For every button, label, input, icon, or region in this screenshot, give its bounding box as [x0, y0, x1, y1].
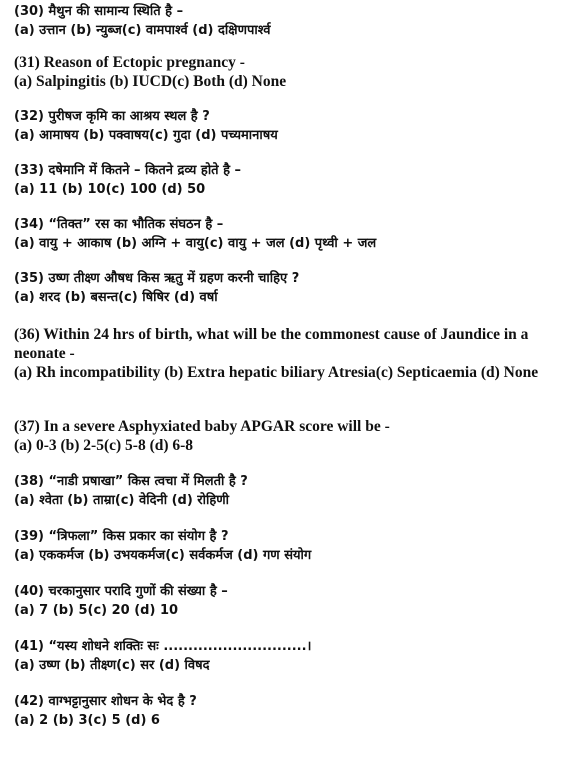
answer-options: (a) Rh incompatibility (b) Extra hepatic biliary Atresia(c) Septicaemia (d) None: [14, 364, 539, 381]
question-text: (38) “नाडी प्रषाखा” किस त्वचा में मिलती है ?: [14, 474, 248, 489]
question-37: [14, 417, 549, 472]
question-41: [14, 637, 549, 692]
question-31: [14, 53, 549, 107]
question-text: (41) “यस्य शोधने शक्तिः सः .............................।: [14, 639, 312, 654]
answer-options: (a) शरद (b) बसन्त(c) षिषिर (d) वर्षा: [14, 290, 218, 305]
question-36: [14, 325, 549, 417]
answer-options: (a) 11 (b) 10(c) 100 (d) 50: [14, 182, 206, 197]
answer-options: (a) श्वेता (b) ताम्रा(c) वेदिनी (d) रोहिणी: [14, 493, 230, 508]
question-30: [14, 2, 549, 53]
question-text: (36) Within 24 hrs of birth, what will be the commonest cause of Jaundice in a neonate -: [14, 326, 529, 362]
question-text: (34) “तिक्त” रस का भौतिक संघठन है –: [14, 217, 224, 232]
answer-options: (a) 2 (b) 3(c) 5 (d) 6: [14, 713, 160, 728]
question-text: (35) उष्ण तीक्ष्ण औषध किस ऋतु में ग्रहण करनी चाहिए ?: [14, 271, 300, 286]
answer-options: (a) उत्तान (b) न्युब्ज(c) वामपार्श्व (d) दक्षिणपार्श्व: [14, 23, 271, 38]
answer-options: (a) आमाषय (b) पक्वाषय(c) गुदा (d) पच्यमानाषय: [14, 128, 278, 143]
answer-options: (a) उष्ण (b) तीक्ष्ण(c) सर (d) विषद: [14, 658, 210, 673]
question-32: [14, 107, 549, 161]
question-38: [14, 472, 549, 527]
answer-options: (a) वायु + आकाष (b) अग्नि + वायु(c) वायु + जल (d) पृथ्वी + जल: [14, 236, 377, 251]
question-text: (30) मैथुन की सामान्य स्थिति है –: [14, 4, 184, 19]
answer-options: (a) 0-3 (b) 2-5(c) 5-8 (d) 6-8: [14, 437, 194, 454]
question-text: (37) In a severe Asphyxiated baby APGAR score will be -: [14, 418, 390, 435]
question-42: [14, 692, 549, 736]
question-40: [14, 582, 549, 637]
question-39: [14, 527, 549, 582]
question-text: (39) “त्रिफला” किस प्रकार का संयोग है ?: [14, 529, 229, 544]
question-text: (33) दषेमानि में कितने – कितने द्रव्य होते है –: [14, 163, 242, 178]
question-text: (40) चरकानुसार परादि गुणों की संख्या है –: [14, 584, 228, 599]
answer-options: (a) Salpingitis (b) IUCD(c) Both (d) None: [14, 73, 287, 90]
question-text: (32) पुरीषज कृमि का आश्रय स्थल है ?: [14, 109, 210, 124]
question-text: (42) वाग्भट्टानुसार शोधन के भेद है ?: [14, 694, 197, 709]
question-33: [14, 161, 549, 215]
answer-options: (a) 7 (b) 5(c) 20 (d) 10: [14, 603, 179, 618]
question-34: [14, 215, 549, 269]
answer-options: (a) एककर्मज (b) उभयकर्मज(c) सर्वकर्मज (d) गण संयोग: [14, 548, 312, 563]
question-text: (31) Reason of Ectopic pregnancy -: [14, 54, 245, 71]
question-35: [14, 269, 549, 325]
